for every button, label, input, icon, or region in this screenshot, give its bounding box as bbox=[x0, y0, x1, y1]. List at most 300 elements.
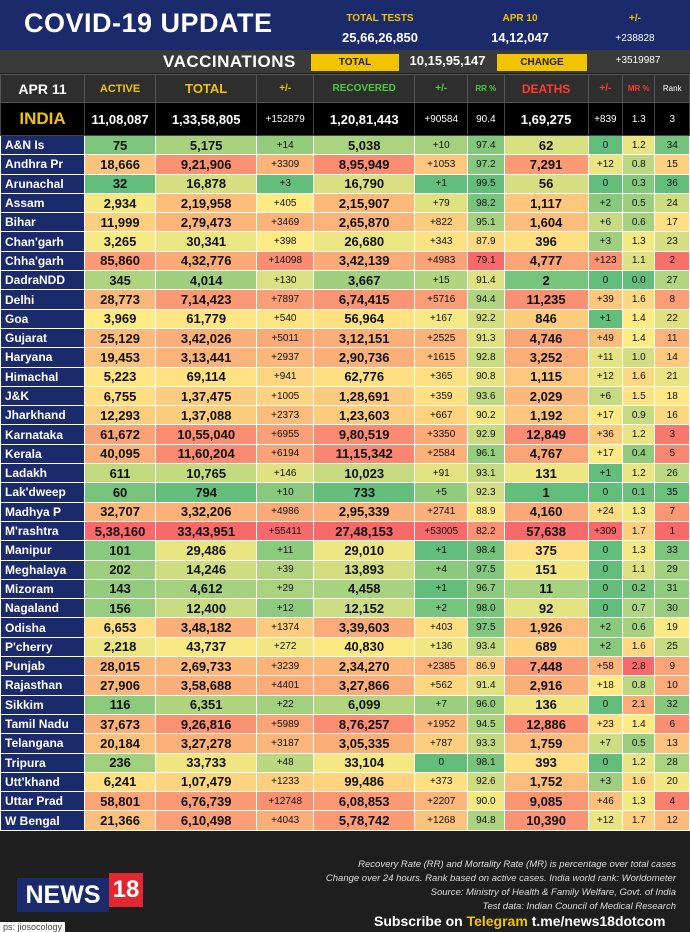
tests-date-value: 14,12,047 bbox=[491, 30, 549, 45]
tests-date-label: APR 10 bbox=[502, 13, 538, 24]
state-rr: 93.3 bbox=[468, 734, 504, 753]
state-total-change: +398 bbox=[257, 232, 314, 251]
state-deaths-change: +58 bbox=[588, 657, 622, 676]
state-deaths: 57,638 bbox=[504, 521, 588, 540]
state-deaths-change: +12 bbox=[588, 367, 622, 386]
state-rr: 88.9 bbox=[468, 502, 504, 521]
state-recovered: 1,28,691 bbox=[314, 386, 415, 405]
col-rank: Rank bbox=[655, 75, 690, 103]
state-rank: 10 bbox=[655, 676, 690, 695]
state-total: 11,60,204 bbox=[156, 444, 257, 463]
state-total: 43,737 bbox=[156, 637, 257, 656]
state-deaths-change: +17 bbox=[588, 406, 622, 425]
state-row bbox=[1, 637, 690, 656]
state-active: 5,38,160 bbox=[85, 521, 156, 540]
state-name: J&K bbox=[1, 386, 85, 405]
state-rr: 95.1 bbox=[468, 213, 504, 232]
state-active: 19,453 bbox=[85, 348, 156, 367]
state-recovered: 2,34,270 bbox=[314, 657, 415, 676]
state-deaths: 4,160 bbox=[504, 502, 588, 521]
state-active: 28,015 bbox=[85, 657, 156, 676]
state-name: Jharkhand bbox=[1, 406, 85, 425]
state-name: Karnataka bbox=[1, 425, 85, 444]
state-deaths-change: 0 bbox=[588, 695, 622, 714]
state-mr: 0.6 bbox=[623, 213, 655, 232]
state-mr: 1.4 bbox=[623, 328, 655, 347]
state-mr: 0.9 bbox=[623, 406, 655, 425]
state-recovered: 5,78,742 bbox=[314, 811, 415, 830]
state-rr: 97.4 bbox=[468, 136, 504, 155]
state-row bbox=[1, 155, 690, 174]
state-mr: 1.2 bbox=[623, 425, 655, 444]
state-name: Assam bbox=[1, 193, 85, 212]
state-recovered-change: +15 bbox=[415, 271, 468, 290]
state-recovered: 27,48,153 bbox=[314, 521, 415, 540]
state-name: Kerala bbox=[1, 444, 85, 463]
state-total-change: +3239 bbox=[257, 657, 314, 676]
col-deaths-change: +/- bbox=[588, 75, 622, 103]
state-row bbox=[1, 753, 690, 772]
state-recovered-change: +1053 bbox=[415, 155, 468, 174]
state-deaths-change: +2 bbox=[588, 637, 622, 656]
state-total: 14,246 bbox=[156, 560, 257, 579]
state-deaths: 1 bbox=[504, 483, 588, 502]
india-total-change: +152879 bbox=[257, 103, 314, 136]
state-total: 16,878 bbox=[156, 174, 257, 193]
state-rank: 33 bbox=[655, 541, 690, 560]
state-mr: 1.4 bbox=[623, 309, 655, 328]
state-deaths-change: +309 bbox=[588, 521, 622, 540]
state-deaths-change: 0 bbox=[588, 271, 622, 290]
subscribe-line bbox=[374, 913, 666, 929]
state-total-change: +39 bbox=[257, 560, 314, 579]
state-deaths-change: +6 bbox=[588, 386, 622, 405]
news18-logo-number: 18 bbox=[109, 873, 143, 907]
state-total: 33,733 bbox=[156, 753, 257, 772]
state-mr: 1.2 bbox=[623, 464, 655, 483]
telegram-link[interactable]: t.me/news18dotcom bbox=[531, 913, 666, 929]
state-rr: 91.4 bbox=[468, 676, 504, 695]
footer-note-test-data: Test data: Indian Council of Medical Research bbox=[482, 901, 676, 912]
state-recovered-change: +822 bbox=[415, 213, 468, 232]
state-rank: 3 bbox=[655, 425, 690, 444]
state-deaths: 4,777 bbox=[504, 251, 588, 270]
state-name: Odisha bbox=[1, 618, 85, 637]
state-row bbox=[1, 348, 690, 367]
state-rr: 91.4 bbox=[468, 271, 504, 290]
state-name: Nagaland bbox=[1, 599, 85, 618]
state-rr: 92.8 bbox=[468, 348, 504, 367]
state-mr: 1.2 bbox=[623, 753, 655, 772]
state-mr: 0.7 bbox=[623, 599, 655, 618]
state-rr: 92.3 bbox=[468, 483, 504, 502]
state-total-change: +1005 bbox=[257, 386, 314, 405]
covid-table bbox=[0, 74, 690, 831]
state-rank: 9 bbox=[655, 657, 690, 676]
state-rank: 13 bbox=[655, 734, 690, 753]
col-active: ACTIVE bbox=[85, 75, 156, 103]
state-active: 116 bbox=[85, 695, 156, 714]
state-rr: 92.9 bbox=[468, 425, 504, 444]
state-mr: 0.1 bbox=[623, 483, 655, 502]
state-name: Manipur bbox=[1, 541, 85, 560]
state-row bbox=[1, 232, 690, 251]
state-total: 10,765 bbox=[156, 464, 257, 483]
vaccinations-change-value: +3519987 bbox=[615, 55, 661, 66]
state-deaths-change: 0 bbox=[588, 483, 622, 502]
state-recovered-change: +343 bbox=[415, 232, 468, 251]
state-row bbox=[1, 290, 690, 309]
state-recovered-change: +2525 bbox=[415, 328, 468, 347]
state-rank: 31 bbox=[655, 579, 690, 598]
state-name: M'rashtra bbox=[1, 521, 85, 540]
vaccinations-total-value: 10,15,95,147 bbox=[409, 53, 486, 68]
state-active: 61,672 bbox=[85, 425, 156, 444]
state-total-change: +6194 bbox=[257, 444, 314, 463]
state-rr: 92.2 bbox=[468, 309, 504, 328]
col-total: TOTAL bbox=[156, 75, 257, 103]
state-name: Telangana bbox=[1, 734, 85, 753]
state-rr: 90.2 bbox=[468, 406, 504, 425]
state-name: Tripura bbox=[1, 753, 85, 772]
state-total-change: +4043 bbox=[257, 811, 314, 830]
state-rank: 23 bbox=[655, 232, 690, 251]
state-row bbox=[1, 792, 690, 811]
tests-change-value: +238828 bbox=[615, 33, 655, 44]
state-mr: 1.3 bbox=[623, 792, 655, 811]
state-deaths-change: 0 bbox=[588, 599, 622, 618]
state-mr: 1.0 bbox=[623, 348, 655, 367]
state-active: 32 bbox=[85, 174, 156, 193]
state-recovered: 5,038 bbox=[314, 136, 415, 155]
state-recovered: 33,104 bbox=[314, 753, 415, 772]
state-recovered: 6,08,853 bbox=[314, 792, 415, 811]
state-recovered-change: +1952 bbox=[415, 714, 468, 733]
state-total: 1,37,088 bbox=[156, 406, 257, 425]
state-rr: 96.1 bbox=[468, 444, 504, 463]
state-recovered: 3,42,139 bbox=[314, 251, 415, 270]
state-active: 143 bbox=[85, 579, 156, 598]
state-deaths-change: +123 bbox=[588, 251, 622, 270]
state-rank: 20 bbox=[655, 772, 690, 791]
page-title: COVID-19 UPDATE bbox=[24, 8, 273, 38]
state-row bbox=[1, 599, 690, 618]
state-rr: 98.0 bbox=[468, 599, 504, 618]
state-active: 75 bbox=[85, 136, 156, 155]
state-total-change: +11 bbox=[257, 541, 314, 560]
state-deaths: 151 bbox=[504, 560, 588, 579]
state-recovered-change: +10 bbox=[415, 136, 468, 155]
state-total: 30,341 bbox=[156, 232, 257, 251]
state-active: 6,653 bbox=[85, 618, 156, 637]
state-row bbox=[1, 406, 690, 425]
state-recovered: 2,90,736 bbox=[314, 348, 415, 367]
state-name: Utt'khand bbox=[1, 772, 85, 791]
state-total: 10,55,040 bbox=[156, 425, 257, 444]
state-recovered: 29,010 bbox=[314, 541, 415, 560]
state-mr: 1.6 bbox=[623, 290, 655, 309]
state-rank: 29 bbox=[655, 560, 690, 579]
state-recovered: 3,667 bbox=[314, 271, 415, 290]
state-total: 6,351 bbox=[156, 695, 257, 714]
state-recovered: 8,95,949 bbox=[314, 155, 415, 174]
col-total-change: +/- bbox=[257, 75, 314, 103]
state-mr: 1.6 bbox=[623, 772, 655, 791]
state-deaths: 4,767 bbox=[504, 444, 588, 463]
india-recovered-change: +90584 bbox=[415, 103, 468, 136]
state-total: 7,14,423 bbox=[156, 290, 257, 309]
state-recovered-change: +4983 bbox=[415, 251, 468, 270]
state-deaths-change: 0 bbox=[588, 560, 622, 579]
state-deaths: 1,604 bbox=[504, 213, 588, 232]
col-date: APR 11 bbox=[1, 75, 85, 103]
state-rank: 24 bbox=[655, 193, 690, 212]
state-recovered: 6,099 bbox=[314, 695, 415, 714]
state-active: 2,934 bbox=[85, 193, 156, 212]
state-recovered-change: +1 bbox=[415, 541, 468, 560]
state-mr: 0.2 bbox=[623, 579, 655, 598]
state-name: P'cherry bbox=[1, 637, 85, 656]
state-rr: 86.9 bbox=[468, 657, 504, 676]
state-total: 3,58,688 bbox=[156, 676, 257, 695]
state-active: 6,241 bbox=[85, 772, 156, 791]
footer-note-change: Change over 24 hours. Rank based on active cases. India world rank: Worldometer bbox=[325, 873, 676, 884]
state-deaths: 56 bbox=[504, 174, 588, 193]
state-active: 28,773 bbox=[85, 290, 156, 309]
state-deaths-change: +2 bbox=[588, 618, 622, 637]
total-tests-value: 25,66,26,850 bbox=[342, 30, 418, 45]
state-deaths: 1,115 bbox=[504, 367, 588, 386]
state-name: Madhya P bbox=[1, 502, 85, 521]
state-recovered-change: 0 bbox=[415, 753, 468, 772]
state-deaths: 3,252 bbox=[504, 348, 588, 367]
state-total: 2,79,473 bbox=[156, 213, 257, 232]
state-row bbox=[1, 734, 690, 753]
state-mr: 1.7 bbox=[623, 811, 655, 830]
state-recovered-change: +2741 bbox=[415, 502, 468, 521]
state-total-change: +22 bbox=[257, 695, 314, 714]
state-name: Chha'garh bbox=[1, 251, 85, 270]
state-total-change: +540 bbox=[257, 309, 314, 328]
state-deaths-change: +2 bbox=[588, 193, 622, 212]
state-recovered-change: +667 bbox=[415, 406, 468, 425]
state-total-change: +5989 bbox=[257, 714, 314, 733]
state-rr: 94.4 bbox=[468, 290, 504, 309]
state-row bbox=[1, 464, 690, 483]
state-recovered: 16,790 bbox=[314, 174, 415, 193]
state-recovered: 56,964 bbox=[314, 309, 415, 328]
state-rr: 82.2 bbox=[468, 521, 504, 540]
state-rank: 7 bbox=[655, 502, 690, 521]
state-total: 1,07,479 bbox=[156, 772, 257, 791]
state-rr: 87.9 bbox=[468, 232, 504, 251]
state-recovered-change: +79 bbox=[415, 193, 468, 212]
state-active: 85,860 bbox=[85, 251, 156, 270]
state-recovered-change: +365 bbox=[415, 367, 468, 386]
state-row bbox=[1, 695, 690, 714]
state-recovered-change: +2584 bbox=[415, 444, 468, 463]
state-mr: 1.3 bbox=[623, 502, 655, 521]
state-recovered: 62,776 bbox=[314, 367, 415, 386]
state-row bbox=[1, 483, 690, 502]
state-rank: 15 bbox=[655, 155, 690, 174]
india-total: 1,33,58,805 bbox=[156, 103, 257, 136]
state-deaths-change: +1 bbox=[588, 309, 622, 328]
state-name: Meghalaya bbox=[1, 560, 85, 579]
state-total: 33,43,951 bbox=[156, 521, 257, 540]
state-recovered-change: +5716 bbox=[415, 290, 468, 309]
state-total: 6,10,498 bbox=[156, 811, 257, 830]
col-recovered-change: +/- bbox=[415, 75, 468, 103]
state-deaths-change: +49 bbox=[588, 328, 622, 347]
state-rr: 96.7 bbox=[468, 579, 504, 598]
state-recovered-change: +373 bbox=[415, 772, 468, 791]
state-mr: 1.2 bbox=[623, 136, 655, 155]
subscribe-prefix: Subscribe on bbox=[374, 913, 463, 929]
state-deaths-change: +36 bbox=[588, 425, 622, 444]
state-row bbox=[1, 444, 690, 463]
state-rank: 6 bbox=[655, 714, 690, 733]
state-total: 9,21,906 bbox=[156, 155, 257, 174]
state-rank: 18 bbox=[655, 386, 690, 405]
state-active: 32,707 bbox=[85, 502, 156, 521]
state-recovered: 2,95,339 bbox=[314, 502, 415, 521]
state-active: 12,293 bbox=[85, 406, 156, 425]
state-recovered-change: +53005 bbox=[415, 521, 468, 540]
vaccinations-total-label: TOTAL bbox=[311, 54, 399, 71]
state-name: Himachal bbox=[1, 367, 85, 386]
state-recovered: 6,74,415 bbox=[314, 290, 415, 309]
state-total: 3,48,182 bbox=[156, 618, 257, 637]
state-name: Tamil Nadu bbox=[1, 714, 85, 733]
state-deaths-change: +11 bbox=[588, 348, 622, 367]
state-deaths: 4,746 bbox=[504, 328, 588, 347]
state-deaths-change: +1 bbox=[588, 464, 622, 483]
state-total: 4,014 bbox=[156, 271, 257, 290]
state-total-change: +3 bbox=[257, 174, 314, 193]
telegram-label: Telegram bbox=[466, 913, 528, 929]
state-total: 6,76,739 bbox=[156, 792, 257, 811]
state-name: Punjab bbox=[1, 657, 85, 676]
state-deaths-change: +18 bbox=[588, 676, 622, 695]
state-total: 12,400 bbox=[156, 599, 257, 618]
state-deaths: 7,448 bbox=[504, 657, 588, 676]
state-rank: 16 bbox=[655, 406, 690, 425]
state-active: 345 bbox=[85, 271, 156, 290]
state-name: Mizoram bbox=[1, 579, 85, 598]
state-rr: 93.1 bbox=[468, 464, 504, 483]
state-recovered: 40,830 bbox=[314, 637, 415, 656]
col-recovered: RECOVERED bbox=[314, 75, 415, 103]
state-name: Haryana bbox=[1, 348, 85, 367]
state-deaths: 396 bbox=[504, 232, 588, 251]
state-mr: 1.4 bbox=[623, 714, 655, 733]
state-deaths-change: 0 bbox=[588, 174, 622, 193]
state-mr: 1.6 bbox=[623, 637, 655, 656]
state-recovered-change: +403 bbox=[415, 618, 468, 637]
state-total: 3,32,206 bbox=[156, 502, 257, 521]
state-rank: 30 bbox=[655, 599, 690, 618]
state-rr: 94.8 bbox=[468, 811, 504, 830]
state-rank: 34 bbox=[655, 136, 690, 155]
state-active: 3,969 bbox=[85, 309, 156, 328]
news18-logo: NEWS bbox=[17, 878, 109, 912]
state-row bbox=[1, 213, 690, 232]
state-mr: 0.6 bbox=[623, 618, 655, 637]
state-deaths: 2,029 bbox=[504, 386, 588, 405]
state-deaths-change: 0 bbox=[588, 753, 622, 772]
state-name: Delhi bbox=[1, 290, 85, 309]
state-mr: 0.5 bbox=[623, 734, 655, 753]
state-deaths: 375 bbox=[504, 541, 588, 560]
state-mr: 1.3 bbox=[623, 232, 655, 251]
state-recovered: 26,680 bbox=[314, 232, 415, 251]
state-recovered-change: +1 bbox=[415, 174, 468, 193]
state-total: 3,13,441 bbox=[156, 348, 257, 367]
state-active: 202 bbox=[85, 560, 156, 579]
state-mr: 0.3 bbox=[623, 174, 655, 193]
state-total-change: +10 bbox=[257, 483, 314, 502]
state-total: 9,26,816 bbox=[156, 714, 257, 733]
state-recovered: 10,023 bbox=[314, 464, 415, 483]
state-rank: 32 bbox=[655, 695, 690, 714]
state-mr: 0.5 bbox=[623, 193, 655, 212]
state-rr: 90.8 bbox=[468, 367, 504, 386]
state-mr: 0.0 bbox=[623, 271, 655, 290]
state-row bbox=[1, 560, 690, 579]
state-total: 4,32,776 bbox=[156, 251, 257, 270]
state-active: 20,184 bbox=[85, 734, 156, 753]
state-deaths-change: +6 bbox=[588, 213, 622, 232]
state-row bbox=[1, 657, 690, 676]
state-total-change: +941 bbox=[257, 367, 314, 386]
state-recovered-change: +1 bbox=[415, 579, 468, 598]
state-deaths: 846 bbox=[504, 309, 588, 328]
india-mr: 1.3 bbox=[623, 103, 655, 136]
state-total-change: +55411 bbox=[257, 521, 314, 540]
state-total-change: +6955 bbox=[257, 425, 314, 444]
state-row bbox=[1, 541, 690, 560]
state-rank: 36 bbox=[655, 174, 690, 193]
state-total-change: +3187 bbox=[257, 734, 314, 753]
state-row bbox=[1, 328, 690, 347]
state-name: Chan'garh bbox=[1, 232, 85, 251]
india-rank: 3 bbox=[655, 103, 690, 136]
state-rr: 93.6 bbox=[468, 386, 504, 405]
state-rank: 35 bbox=[655, 483, 690, 502]
state-active: 101 bbox=[85, 541, 156, 560]
state-recovered: 99,486 bbox=[314, 772, 415, 791]
state-rank: 2 bbox=[655, 251, 690, 270]
state-rr: 98.4 bbox=[468, 541, 504, 560]
state-deaths: 2 bbox=[504, 271, 588, 290]
state-deaths: 393 bbox=[504, 753, 588, 772]
state-recovered: 1,23,603 bbox=[314, 406, 415, 425]
state-rank: 26 bbox=[655, 464, 690, 483]
state-row bbox=[1, 136, 690, 155]
state-rank: 22 bbox=[655, 309, 690, 328]
state-active: 6,755 bbox=[85, 386, 156, 405]
state-deaths-change: +39 bbox=[588, 290, 622, 309]
state-rr: 98.2 bbox=[468, 193, 504, 212]
state-deaths: 11,235 bbox=[504, 290, 588, 309]
state-rr: 93.4 bbox=[468, 637, 504, 656]
state-recovered-change: +787 bbox=[415, 734, 468, 753]
state-total: 69,114 bbox=[156, 367, 257, 386]
state-rank: 1 bbox=[655, 521, 690, 540]
state-total-change: +146 bbox=[257, 464, 314, 483]
state-total-change: +4986 bbox=[257, 502, 314, 521]
